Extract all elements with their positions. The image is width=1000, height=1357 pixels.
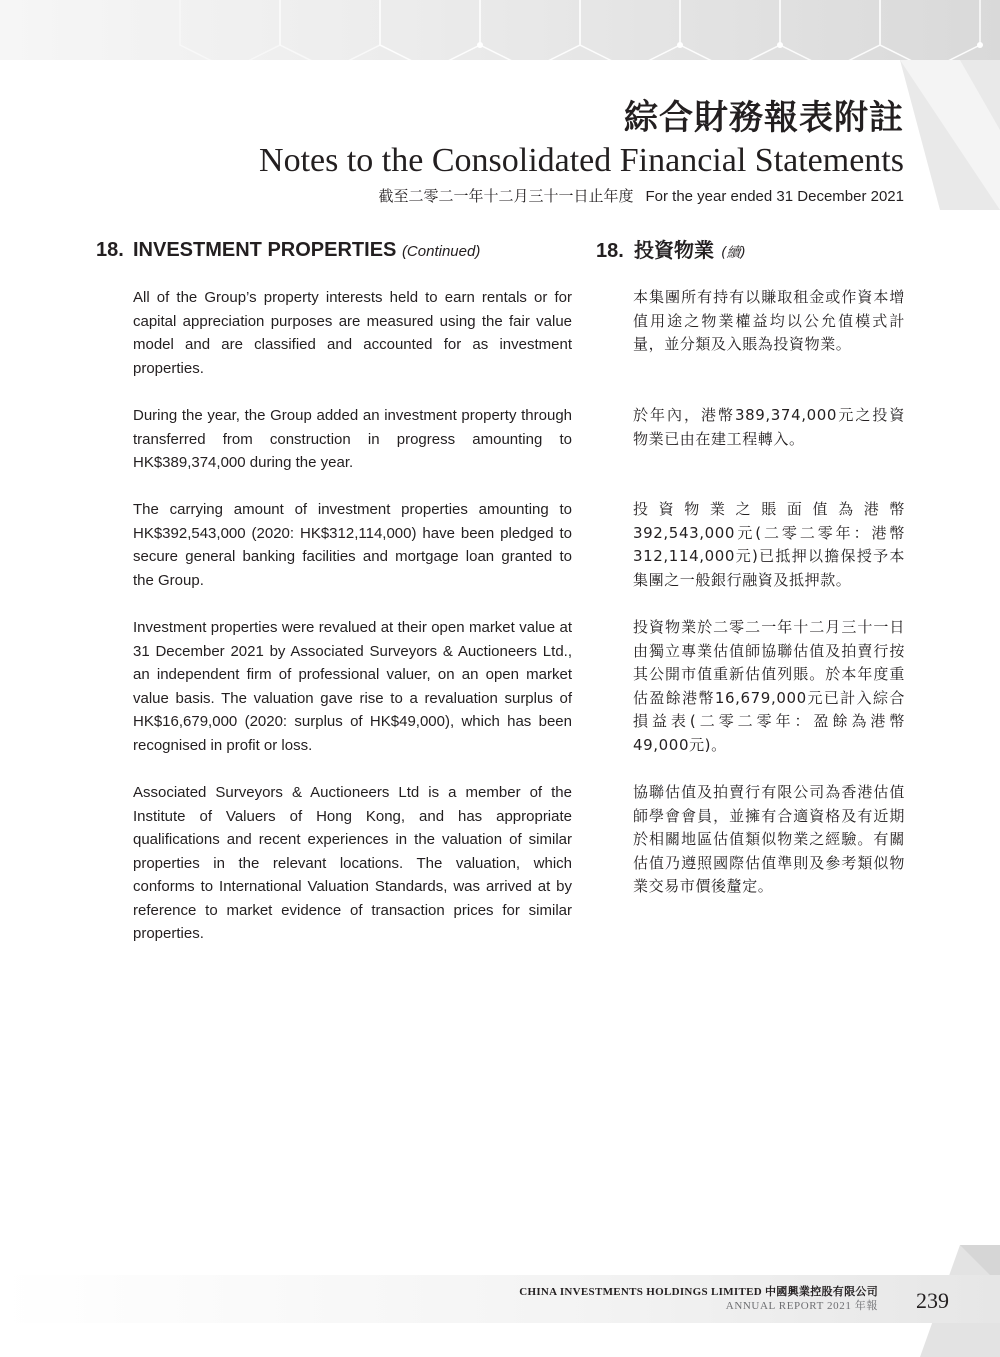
paragraph-zh-2: 於年內，港幣389,374,000元之投資物業已由在建工程轉入。 [633,406,905,448]
section-title-zh: 投資物業 [634,238,714,262]
page-title-zh: 綜合財務報表附註 [624,98,904,138]
period-en: For the year ended 31 December 2021 [645,188,904,205]
paragraph-en-3: The carrying amount of investment properties amounting to HK$392,543,000 (2020: HK$312,114,000) have been pledged to secure general banking facilities and mortgage loan granted to the Group. [133,501,572,589]
section-continued-en: (Continued) [401,243,481,260]
footer-company [519,1285,878,1299]
paragraph-en-2: During the year, the Group added an investment property through transferred from construction in progress amounting to HK$389,374,000 during the year. [133,407,572,471]
hexagon-pattern-icon [0,0,1000,60]
page-subtitle [259,184,904,209]
footer [519,1285,878,1313]
section-heading-zh [596,236,746,267]
paragraph-en-4: Investment properties were revalued at their open market value at 31 December 2021 by Associated Surveyors & Auctioneers Ltd., an independent firm of professional valuer, on an open market value basis. The valuation gave rise to a revaluation surplus of HK$16,679,000 (2020: surplus of HK$49,000), which has been recognised in profit or loss. [133,619,572,754]
paragraph-zh-5: 協聯估值及拍賣行有限公司為香港估值師學會會員，並擁有合適資格及有近期於相關地區估值類似物業之經驗。有關估值乃遵照國際估值準則及參考類似物業交易市價後釐定。 [633,783,905,895]
paragraph-en-5: Associated Surveyors & Auctioneers Ltd is a member of the Institute of Valuers of Hong Kong, and has appropriate qualifications and recent experiences in the valuation of similar properties in the relevant locations. The valuation, which conforms to International Valuation Standards, was arrived at by reference to market evidence of transaction prices for similar properties. [133,784,572,942]
paragraph-zh-1: 本集團所有持有以賺取租金或作資本增值用途之物業權益均以公允值模式計量，並分類及入賬為投資物業。 [633,288,905,353]
section-number-en: 18. [96,239,124,261]
page-number: 239 [916,1288,949,1313]
header-decorative-band [0,0,1000,60]
corner-decoration-top-right [900,60,1000,210]
section-number-zh: 18. [596,240,624,262]
period-zh: 截至二零二一年十二月三十一日止年度 [378,187,634,205]
paragraph-zh-4: 投資物業於二零二一年十二月三十一日由獨立專業估值師協聯估值及拍賣行按其公開市值重新估值列賬。於本年度重估盈餘港幣16,679,000元已計入綜合損益表(二零二零年：盈餘為港幣49,000元)。 [633,618,905,754]
footer-report-label: ANNUAL REPORT 2021 年報 [725,1300,878,1312]
section-heading-en [96,236,480,266]
paragraph-en-1: All of the Group’s property interests held to earn rentals or for capital appreciation purposes are measured using the fair value model and are classified and accounted for as investment properties. [133,289,572,377]
page-title-en: Notes to the Consolidated Financial Statements [259,142,904,179]
page-header [259,96,904,209]
company-name-en: CHINA INVESTMENTS HOLDINGS LIMITED [519,1286,762,1298]
section-title-en: INVESTMENT PROPERTIES [133,239,397,261]
section-continued-zh: (續) [720,245,746,261]
company-name-zh: 中國興業控股有限公司 [765,1285,878,1298]
paragraph-zh-3: 投資物業之賬面值為港幣392,543,000元(二零二零年：港幣312,114,000元)已抵押以擔保授予本集團之一般銀行融資及抵押款。 [633,500,905,589]
